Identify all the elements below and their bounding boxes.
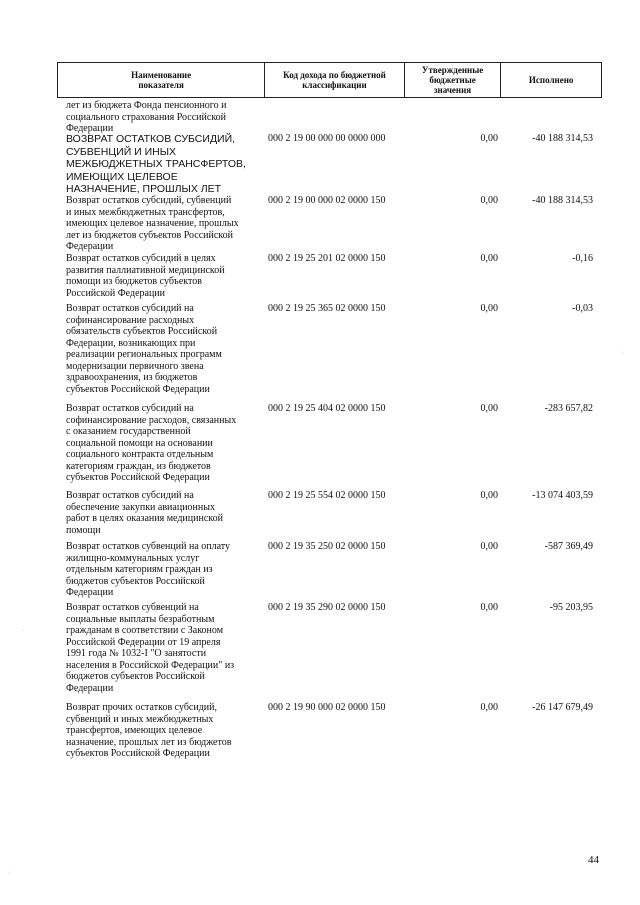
row-name: Возврат остатков субсидий на софинансирование расходов, связанных с оказанием государственной социальной помощи на основании социального контракта отдельным категориям граждан, из бюджетов субъектов Российской Федерации [66,403,237,483]
header-code-column: Код дохода по бюджетной классификации [265,63,404,97]
row-approved: 0,00 [480,403,498,414]
row-executed: -40 188 314,53 [532,195,593,206]
row-code: 000 2 19 35 250 02 0000 150 [268,541,386,552]
scan-speck: · [22,628,24,634]
scan-speck: · [622,350,624,356]
row-code: 000 2 19 90 000 02 0000 150 [268,702,386,713]
row-executed: -40 188 314,53 [532,133,593,144]
row-code: 000 2 19 25 365 02 0000 150 [268,303,386,314]
header-approved-column: Утвержденные бюджетные значения [405,63,502,97]
row-name: Возврат остатков субсидий в целях развития паллиативной медицинской помощи из бюджетов субъектов Российской Федерации [66,253,225,299]
row-approved: 0,00 [480,303,498,314]
header-name-column: Наименование показателя [58,63,265,97]
row-executed: -0,16 [572,253,593,264]
row-name: Возврат остатков субсидий на софинансирование расходных обязательств субъектов Российской Федерации, возникающих при реализации региональных программ модернизации первичного звена здравоохранения, из бюджетов субъектов Российской Федерации [66,303,222,395]
row-name: ВОЗВРАТ ОСТАТКОВ СУБСИДИЙ, СУБВЕНЦИЙ И ИНЫХ МЕЖБЮДЖЕТНЫХ ТРАНСФЕРТОВ, ИМЕЮЩИХ ЦЕЛЕВОЕ НАЗНАЧЕНИЕ, ПРОШЛЫХ ЛЕТ [66,133,246,195]
header-executed-column: Исполнено [528,75,574,85]
row-executed: -95 203,95 [549,602,593,613]
row-executed: -0,03 [572,303,593,314]
row-code: 000 2 19 35 290 02 0000 150 [268,602,386,613]
row-executed: -283 657,82 [544,403,593,414]
row-name: Возврат остатков субвенций на оплату жилищно-коммунальных услуг отдельным категориям граждан из бюджетов субъектов Российской Федерации [66,541,231,598]
row-approved: 0,00 [480,195,498,206]
row-code: 000 2 19 25 554 02 0000 150 [268,490,386,501]
row-executed: -13 074 403,59 [532,490,593,501]
row-code: 000 2 19 00 000 02 0000 150 [268,195,386,206]
row-name: Возврат остатков субсидий, субвенций и иных межбюджетных трансфертов, имеющих целевое назначение, прошлых лет из бюджетов субъектов Российской Федерации [66,195,239,252]
scan-speck: · [8,870,10,876]
row-name: лет из бюджета Фонда пенсионного и социального страхования Российской Федерации [66,100,227,134]
row-approved: 0,00 [480,490,498,501]
row-approved: 0,00 [480,702,498,713]
row-name: Возврат остатков субвенций на социальные выплаты безработным гражданам в соответствии с Законом Российской Федерации от 19 апреля 1991 года № 1032-I "О занятости населения в Российской Федерации" из бюджетов субъектов Российской Федерации [66,602,235,694]
table-header [57,62,602,98]
page-number: 44 [588,854,599,866]
row-approved: 0,00 [480,133,498,144]
row-approved: 0,00 [480,253,498,264]
row-approved: 0,00 [480,602,498,613]
row-executed: -587 369,49 [544,541,593,552]
row-code: 000 2 19 25 201 02 0000 150 [268,253,386,264]
row-code: 000 2 19 25 404 02 0000 150 [268,403,386,414]
row-approved: 0,00 [480,541,498,552]
row-code: 000 2 19 00 000 00 0000 000 [268,133,386,144]
row-executed: -26 147 679,49 [532,702,593,713]
row-name: Возврат прочих остатков субсидий, субвенций и иных межбюджетных трансфертов, имеющих целевое назначение, прошлых лет из бюджетов субъектов Российской Федерации [66,702,232,759]
row-name: Возврат остатков субсидий на обеспечение закупки авиационных работ в целях оказания медицинской помощи [66,490,223,536]
